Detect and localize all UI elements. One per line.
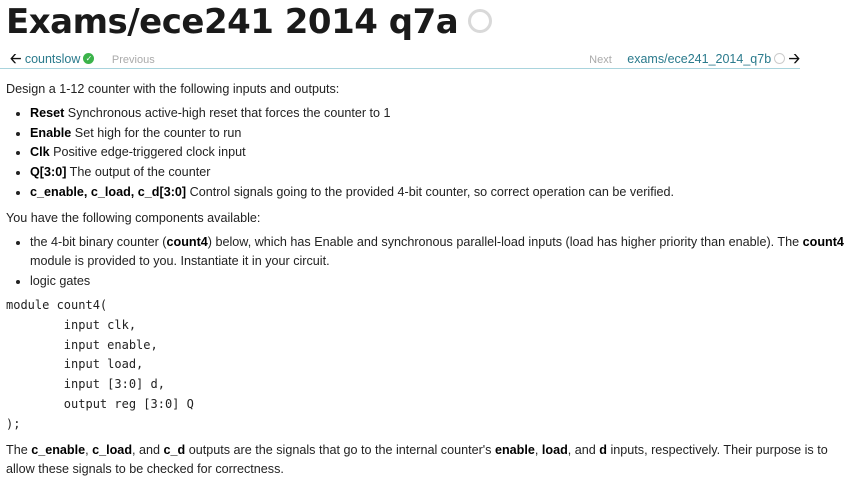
text-run: , and xyxy=(132,442,164,457)
port-name: c_enable, c_load, c_d[3:0] xyxy=(30,184,187,199)
status-circle-icon xyxy=(468,9,492,33)
port-desc: Set high for the counter to run xyxy=(71,125,242,140)
port-item xyxy=(30,163,826,183)
port-name: Reset xyxy=(30,105,65,120)
ports-list xyxy=(6,104,826,203)
code-block: module count4( input clk, input enable, input load, input [3:0] d, output reg [3:0] Q ); xyxy=(6,297,194,431)
port-desc: Control signals going to the provided 4-bit counter, so correct operation can be verified. xyxy=(186,184,675,199)
text-run: logic gates xyxy=(30,274,91,289)
outputs-text-line2: allow these signals to be checked for correctness. xyxy=(6,462,284,477)
intro-text: Design a 1-12 counter with the following inputs and outputs: xyxy=(6,82,340,96)
components-list xyxy=(6,233,844,292)
previous-label[interactable]: Previous xyxy=(111,54,155,66)
module-name: count4 xyxy=(166,234,208,249)
prev-problem-link[interactable]: countslow xyxy=(24,52,81,66)
signal-name: d xyxy=(599,442,607,457)
next-problem-link[interactable]: exams/ece241_2014_q7b xyxy=(627,52,772,66)
port-item xyxy=(30,143,826,163)
arrow-right-icon[interactable]: 🡢 xyxy=(788,50,800,66)
components-intro: You have the following components available: xyxy=(6,210,261,225)
port-name: Q[3:0] xyxy=(30,165,67,180)
text-run: inputs, respectively. Their purpose is to xyxy=(607,442,828,457)
port-name: Clk xyxy=(30,145,50,160)
port-desc: Synchronous active-high reset that forces the counter to 1 xyxy=(64,105,391,120)
module-name: count4 xyxy=(802,234,844,249)
signal-name: c_d xyxy=(163,442,186,457)
port-item xyxy=(30,104,826,124)
text-run: , xyxy=(534,442,542,457)
empty-circle-icon xyxy=(774,53,785,64)
text-run: the 4-bit binary counter ( xyxy=(30,234,167,249)
outputs-text xyxy=(6,441,826,461)
port-name: Enable xyxy=(30,125,72,140)
next-label[interactable]: Next xyxy=(589,54,612,66)
page-title-text: Exams/ece241 2014 q7a xyxy=(6,2,459,42)
text-run: module is provided to you. Instantiate it in your circuit. xyxy=(30,254,330,269)
signal-name: load xyxy=(541,442,568,457)
port-item xyxy=(30,124,826,144)
signal-name: enable xyxy=(494,442,535,457)
port-desc: Positive edge-triggered clock input xyxy=(49,145,246,160)
problem-statement xyxy=(6,80,844,480)
check-circle-icon: ✓ xyxy=(83,53,94,64)
port-desc: The output of the counter xyxy=(66,165,211,180)
text-run: The xyxy=(6,442,32,457)
component-item xyxy=(30,233,844,273)
signal-name: c_load xyxy=(92,442,133,457)
nav-previous xyxy=(10,48,155,72)
arrow-left-icon[interactable]: 🡠 xyxy=(10,50,22,66)
text-run: ) below, which has Enable and synchronous parallel-load inputs (load has higher priority than enable). The xyxy=(207,234,803,249)
signal-name: c_enable xyxy=(31,442,86,457)
page-title xyxy=(6,0,492,44)
problem-navbar xyxy=(0,44,800,69)
component-item xyxy=(30,272,826,292)
port-item xyxy=(30,183,826,203)
text-run: , and xyxy=(567,442,600,457)
text-run: , xyxy=(85,442,93,457)
nav-next xyxy=(589,48,800,72)
text-run: outputs are the signals that go to the internal counter's xyxy=(185,442,495,457)
